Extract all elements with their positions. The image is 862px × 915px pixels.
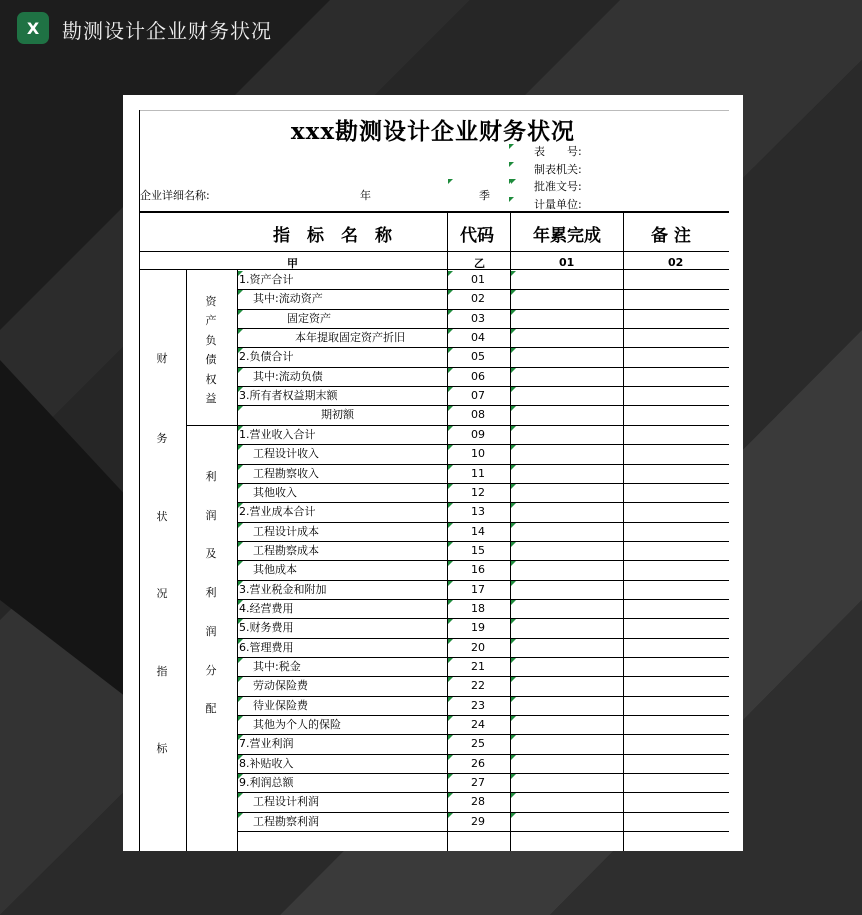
row-code: 10 (471, 447, 485, 461)
cell-marker-icon (511, 310, 516, 315)
cell-marker-icon (511, 348, 516, 353)
cell-marker-icon (448, 677, 453, 682)
cell-marker-icon (448, 639, 453, 644)
row-code: 27 (471, 776, 485, 790)
row-code: 03 (471, 311, 485, 325)
row-label: 其中:流动负债 (253, 369, 323, 383)
row-label: 4.经营费用 (239, 601, 294, 615)
cell-marker-icon (238, 774, 243, 779)
cell-marker-icon (511, 755, 516, 760)
cell-marker-icon (238, 716, 243, 721)
cell-marker-icon (238, 639, 243, 644)
cell-marker-icon (448, 368, 453, 373)
row-label: 工程勘察成本 (253, 543, 319, 557)
cell-marker-icon (511, 697, 516, 702)
group-label-outer: 状 (156, 510, 168, 523)
cell-marker-icon (448, 465, 453, 470)
company-name-label: 企业详细名称: (140, 189, 210, 202)
header-bottom-rule (139, 251, 729, 252)
cell-marker-icon (509, 162, 514, 167)
cell-marker-icon (238, 290, 243, 295)
row-code: 14 (471, 524, 485, 538)
header-ytd: 年累完成 (533, 226, 601, 246)
cell-marker-icon (238, 465, 243, 470)
cell-marker-icon (448, 445, 453, 450)
cell-marker-icon (511, 445, 516, 450)
cell-marker-icon (448, 271, 453, 276)
row-label: 6.管理费用 (239, 640, 294, 654)
group-label-outer: 指 (156, 665, 168, 678)
row-code: 08 (471, 408, 485, 422)
row-code: 15 (471, 543, 485, 557)
group-label-profit: 利 (205, 586, 217, 600)
row-label: 工程勘察利润 (253, 814, 319, 828)
cell-marker-icon (448, 503, 453, 508)
cell-marker-icon (238, 600, 243, 605)
meta-field-label: 制表机关: (534, 162, 582, 176)
cell-marker-icon (448, 179, 453, 184)
row-code: 22 (471, 679, 485, 693)
cell-marker-icon (448, 774, 453, 779)
column-divider (186, 270, 187, 851)
row-label: 其中:税金 (253, 660, 301, 673)
row-label: 2.营业成本合计 (239, 505, 316, 519)
left-border (139, 110, 140, 851)
row-code: 04 (471, 331, 485, 345)
cell-marker-icon (448, 793, 453, 798)
row-code: 07 (471, 389, 485, 403)
cell-marker-icon (238, 561, 243, 566)
cell-marker-icon (238, 619, 243, 624)
column-divider (623, 211, 624, 851)
cell-marker-icon (511, 561, 516, 566)
meta-field-label: 批准文号: (534, 180, 582, 193)
subheader-bottom-rule (139, 269, 729, 270)
cell-marker-icon (448, 697, 453, 702)
row-code: 12 (471, 485, 485, 499)
group-label-balance: 产 (205, 314, 217, 328)
cell-marker-icon (238, 271, 243, 276)
cell-marker-icon (511, 271, 516, 276)
spreadsheet-page (123, 95, 743, 851)
cell-marker-icon (238, 329, 243, 334)
cell-marker-icon (511, 639, 516, 644)
group-label-balance: 债 (205, 353, 217, 367)
cell-marker-icon (511, 677, 516, 682)
cell-marker-icon (448, 290, 453, 295)
cell-marker-icon (238, 755, 243, 760)
cell-marker-icon (238, 484, 243, 489)
group-label-outer: 况 (156, 587, 168, 600)
cell-marker-icon (238, 426, 243, 431)
cell-marker-icon (511, 542, 516, 547)
row-label: 9.利润总额 (239, 776, 294, 790)
cell-marker-icon (511, 619, 516, 624)
meta-field-label: 表 号: (534, 145, 582, 158)
row-label: 期初额 (321, 408, 354, 422)
row-label: 5.财务费用 (239, 621, 294, 635)
header-indicator-name: 指 标 名 称 (273, 226, 392, 246)
cell-marker-icon (238, 387, 243, 392)
row-label: 8.补贴收入 (239, 756, 294, 770)
header-note: 备 注 (651, 226, 691, 246)
cell-marker-icon (448, 813, 453, 818)
row-label: 1.营业收入合计 (239, 427, 316, 441)
row-code: 16 (471, 563, 485, 577)
group-label-profit: 及 (205, 547, 217, 561)
cell-marker-icon (511, 387, 516, 392)
header-top-rule (139, 211, 729, 213)
row-code: 20 (471, 640, 485, 654)
cell-marker-icon (238, 677, 243, 682)
group-label-profit: 润 (205, 508, 217, 522)
window-title: 勘测设计企业财务状况 (62, 19, 272, 43)
season-label: 季 (479, 189, 490, 202)
row-label: 工程设计成本 (253, 524, 319, 538)
subheader-code: 乙 (474, 257, 485, 270)
cell-marker-icon (238, 542, 243, 547)
cell-marker-icon (511, 813, 516, 818)
cell-marker-icon (448, 426, 453, 431)
group-label-outer: 财 (156, 352, 168, 365)
row-label: 本年提取固定资产折旧 (295, 331, 405, 345)
cell-marker-icon (509, 179, 514, 184)
row-label: 工程设计利润 (253, 795, 319, 809)
row-code: 06 (471, 369, 485, 383)
cell-marker-icon (511, 290, 516, 295)
cell-marker-icon (511, 735, 516, 740)
group-label-balance: 资 (205, 295, 217, 308)
cell-marker-icon (511, 503, 516, 508)
subheader-ytd: 01 (559, 256, 575, 269)
meta-field-label: 计量单位: (534, 197, 582, 211)
cell-marker-icon (238, 793, 243, 798)
header-code: 代码 (460, 226, 494, 246)
row-code: 24 (471, 718, 485, 732)
cell-marker-icon (238, 310, 243, 315)
row-label: 2.负债合计 (239, 350, 294, 364)
row-label: 其他成本 (253, 563, 297, 577)
row-label: 待业保险费 (253, 698, 308, 712)
cell-marker-icon (511, 793, 516, 798)
row-code: 28 (471, 795, 485, 809)
row-label: 固定资产 (287, 311, 331, 325)
row-code: 18 (471, 601, 485, 615)
cell-marker-icon (509, 144, 514, 149)
cell-marker-icon (511, 600, 516, 605)
row-label: 其他为个人的保险 (253, 718, 341, 732)
row-label: 工程设计收入 (253, 447, 319, 461)
row-label: 其他收入 (253, 485, 297, 499)
group-label-profit: 润 (205, 624, 217, 638)
group-label-profit: 分 (205, 663, 217, 677)
row-code: 11 (471, 466, 485, 480)
cell-marker-icon (511, 523, 516, 528)
excel-icon: X (17, 12, 49, 44)
cell-marker-icon (448, 658, 453, 663)
row-label: 3.所有者权益期末额 (239, 389, 338, 403)
row-code: 23 (471, 698, 485, 712)
cell-marker-icon (511, 406, 516, 411)
cell-marker-icon (448, 348, 453, 353)
cell-marker-icon (448, 542, 453, 547)
cell-marker-icon (448, 600, 453, 605)
row-label: 3.营业税金和附加 (239, 582, 327, 596)
cell-marker-icon (448, 310, 453, 315)
cell-marker-icon (448, 406, 453, 411)
row-code: 17 (471, 582, 485, 596)
top-gridline (139, 110, 729, 111)
cell-marker-icon (238, 368, 243, 373)
group-label-outer: 标 (156, 742, 168, 755)
cell-marker-icon (238, 406, 243, 411)
cell-marker-icon (448, 387, 453, 392)
cell-marker-icon (238, 735, 243, 740)
cell-marker-icon (511, 716, 516, 721)
document-title: xxx勘测设计企业财务状况 (290, 118, 576, 145)
cell-marker-icon (238, 503, 243, 508)
cell-marker-icon (448, 716, 453, 721)
group-label-balance: 益 (205, 392, 217, 405)
cell-marker-icon (238, 445, 243, 450)
cell-marker-icon (448, 619, 453, 624)
cell-marker-icon (448, 523, 453, 528)
cell-marker-icon (511, 658, 516, 663)
cell-marker-icon (511, 368, 516, 373)
cell-marker-icon (511, 465, 516, 470)
cell-marker-icon (238, 581, 243, 586)
group-label-profit: 配 (205, 702, 217, 716)
title-bar (0, 0, 862, 58)
row-code: 05 (471, 350, 485, 364)
group-label-balance: 权 (205, 372, 217, 386)
cell-marker-icon (448, 581, 453, 586)
row-label: 7.营业利润 (239, 737, 294, 751)
cell-marker-icon (509, 197, 514, 202)
cell-marker-icon (448, 755, 453, 760)
cell-marker-icon (238, 348, 243, 353)
row-label: 其中:流动资产 (253, 292, 323, 306)
cell-marker-icon (238, 697, 243, 702)
group-divider (186, 425, 237, 426)
subheader-name: 甲 (287, 257, 298, 270)
row-label: 劳动保险费 (253, 679, 308, 693)
year-label: 年 (360, 189, 371, 202)
row-code: 29 (471, 814, 485, 828)
group-label-outer: 务 (156, 432, 168, 445)
row-label: 工程勘察收入 (253, 466, 319, 480)
row-code: 19 (471, 621, 485, 635)
row-code: 09 (471, 427, 485, 441)
cell-marker-icon (448, 561, 453, 566)
row-divider (237, 831, 729, 832)
cell-marker-icon (511, 329, 516, 334)
cell-marker-icon (238, 523, 243, 528)
cell-marker-icon (511, 581, 516, 586)
row-code: 01 (471, 273, 485, 286)
cell-marker-icon (511, 426, 516, 431)
row-code: 25 (471, 737, 485, 751)
row-code: 13 (471, 505, 485, 519)
subheader-note: 02 (668, 256, 684, 269)
cell-marker-icon (448, 484, 453, 489)
cell-marker-icon (238, 658, 243, 663)
row-code: 02 (471, 292, 485, 306)
cell-marker-icon (511, 484, 516, 489)
group-label-profit: 利 (205, 470, 217, 483)
row-label: 1.资产合计 (239, 273, 294, 286)
row-code: 21 (471, 660, 485, 673)
cell-marker-icon (511, 774, 516, 779)
cell-marker-icon (448, 329, 453, 334)
cell-marker-icon (448, 735, 453, 740)
group-label-balance: 负 (205, 333, 217, 347)
row-code: 26 (471, 756, 485, 770)
cell-marker-icon (238, 813, 243, 818)
